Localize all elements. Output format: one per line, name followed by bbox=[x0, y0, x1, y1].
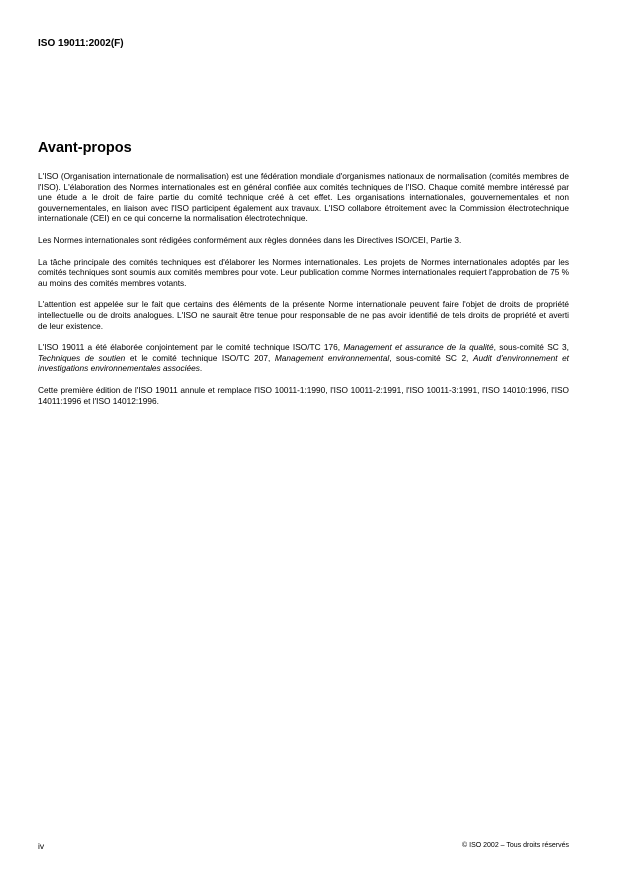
elaboration-subcommittee-title-1: Techniques de soutien bbox=[38, 352, 126, 363]
paragraph-directives: Les Normes internationales sont rédigées conformément aux règles données dans les Directives ISO/CEI, Partie 3. bbox=[38, 234, 462, 245]
elaboration-text-3: et le comité technique ISO/TC 207, bbox=[125, 352, 275, 363]
elaboration-committee-title-2: Management environnemental bbox=[274, 352, 390, 363]
page-title: Avant-propos bbox=[38, 140, 132, 156]
elaboration-text-1: L'ISO 19011 a été élaborée conjointement par le comité technique ISO/TC 176, bbox=[38, 342, 344, 353]
elaboration-subcommittee-title-2: Audit d'environnement et investigations environnementales associées bbox=[38, 352, 569, 374]
document-body bbox=[38, 171, 569, 417]
copyright-notice: © ISO 2002 – Tous droits réservés bbox=[462, 842, 569, 849]
page-number: iv bbox=[38, 841, 45, 851]
document-id: ISO 19011:2002(F) bbox=[38, 38, 124, 49]
paragraph-technical-committees: La tâche principale des comités techniques est d'élaborer les Normes internationales. Les projets de Normes internationales adoptés par les comités techniques sont soumis aux comités membres pour vote. Leur publication comme Normes internationales requiert l'approbation de 75 % au moins des comités membres votants. bbox=[38, 256, 570, 288]
paragraph-iso-overview: L'ISO (Organisation internationale de normalisation) est une fédération mondiale d'organismes nationaux de normalisation (comités membres de l'ISO). L'élaboration des Normes internationales est en général confiée aux comités techniques de l'ISO. Chaque comité membre intéressé par une étude a le droit de faire partie du comité technique créé à cet effet. Les organisations internationales, gouvernementales et non gouvernementales, en liaison avec l'ISO participent également aux travaux. L'ISO collabore étroitement avec la Commission électrotechnique internationale (CEI) en ce qui concerne la normalisation électrotechnique. bbox=[38, 171, 569, 224]
paragraph-elaboration bbox=[38, 342, 569, 374]
elaboration-text-4: , sous-comité SC 2, bbox=[389, 352, 473, 363]
paragraph-edition: Cette première édition de l'ISO 19011 annule et remplace l'ISO 10011-1:1990, l'ISO 10011-2:1991, l'ISO 10011-3:1991, l'ISO 14010:1996, l'ISO 14011:1996 et l'ISO 14012:1996. bbox=[38, 384, 569, 406]
paragraph-patent-rights: L'attention est appelée sur le fait que certains des éléments de la présente Norme internationale peuvent faire l'objet de droits de propriété intellectuelle ou de droits analogues. L'ISO ne saurait être tenue pour responsable de ne pas avoir identifié de tels droits de propriété et averti de leur existence. bbox=[38, 299, 569, 331]
elaboration-committee-title-1: Management et assurance de la qualité bbox=[343, 342, 494, 353]
elaboration-text-2: , sous-comité SC 3, bbox=[493, 342, 569, 353]
elaboration-text-5: . bbox=[199, 363, 203, 374]
